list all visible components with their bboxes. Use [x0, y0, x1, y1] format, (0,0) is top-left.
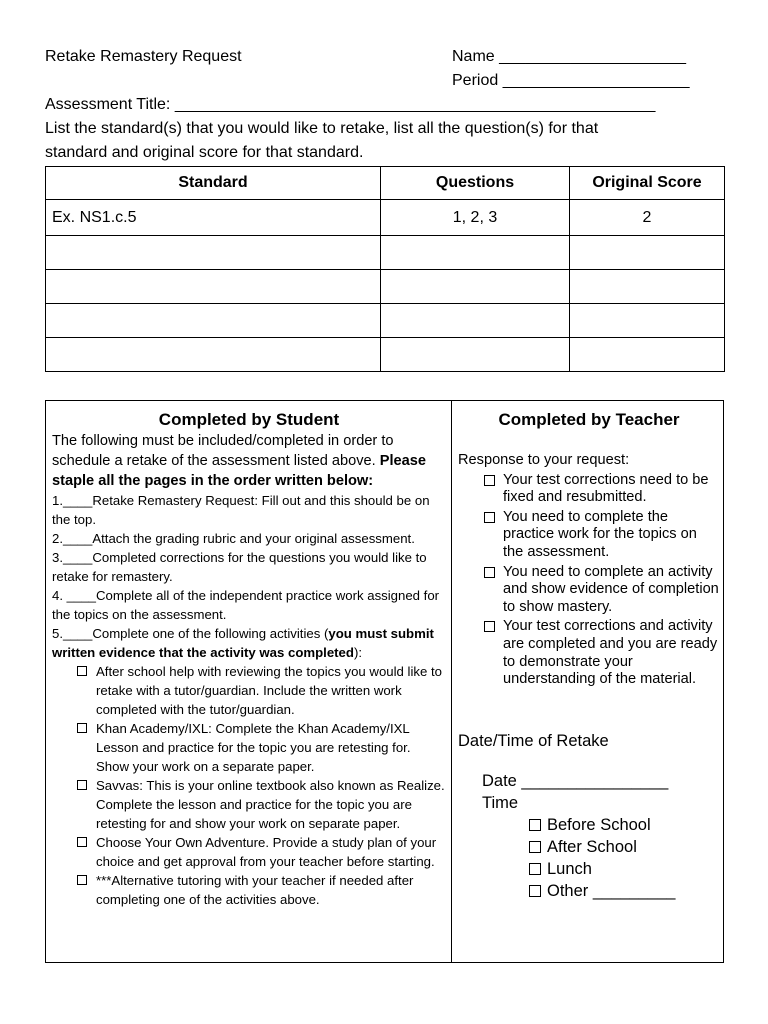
- step-5-suffix: ):: [353, 645, 362, 660]
- student-intro: [52, 431, 446, 491]
- checkbox-icon[interactable]: [77, 780, 87, 790]
- form-title: Retake Remastery Request: [45, 48, 242, 65]
- header-questions: Questions: [381, 167, 570, 200]
- activity-option-savvas[interactable]: [52, 776, 446, 833]
- option-text: Savvas: This is your online textbook also known as Realize. Complete the lesson and practice for the topic you are retesting for and show your work on separate paper.: [96, 778, 445, 831]
- column-divider: [451, 401, 452, 962]
- time-option-lunch[interactable]: [458, 858, 720, 880]
- period-field[interactable]: Period _____________________: [452, 72, 690, 89]
- standard-cell[interactable]: [46, 304, 381, 338]
- checkbox-icon[interactable]: [484, 475, 495, 486]
- time-label: Time: [482, 793, 519, 812]
- activity-option-tutor[interactable]: [52, 662, 446, 719]
- standard-cell[interactable]: [46, 236, 381, 270]
- checkbox-icon[interactable]: [77, 666, 87, 676]
- option-text: After School: [547, 837, 637, 856]
- checkbox-icon[interactable]: [529, 819, 541, 831]
- retake-heading: Date/Time of Retake: [458, 731, 609, 750]
- checkbox-icon[interactable]: [529, 841, 541, 853]
- option-text: Lunch: [547, 859, 592, 878]
- questions-cell[interactable]: [381, 236, 570, 270]
- table-row-example: [46, 200, 725, 236]
- checkbox-icon[interactable]: [529, 885, 541, 897]
- option-text: You need to complete the practice work for the topics on the assessment.: [503, 508, 697, 560]
- student-section: [52, 409, 446, 909]
- step-2: 2.____Attach the grading rubric and your original assessment.: [52, 531, 415, 546]
- activity-option-khan[interactable]: [52, 719, 446, 776]
- instructions-line-1: List the standard(s) that you would like to retake, list all the question(s) for that: [45, 120, 599, 137]
- header-original-score: Original Score: [570, 167, 725, 200]
- teacher-section: [458, 409, 720, 902]
- time-option-after-school[interactable]: [458, 836, 720, 858]
- score-cell[interactable]: [570, 338, 725, 372]
- response-option-ready[interactable]: [458, 618, 720, 688]
- response-label: Response to your request:: [458, 452, 630, 468]
- step-5: [52, 624, 446, 662]
- example-questions: 1, 2, 3: [381, 200, 570, 236]
- checkbox-icon[interactable]: [484, 621, 495, 632]
- activity-option-alternative[interactable]: [52, 871, 446, 909]
- checkbox-icon[interactable]: [484, 567, 495, 578]
- activity-option-adventure[interactable]: [52, 833, 446, 871]
- time-option-before-school[interactable]: [458, 814, 720, 836]
- checkbox-icon[interactable]: [77, 837, 87, 847]
- questions-cell[interactable]: [381, 338, 570, 372]
- option-text: Other _________: [547, 881, 676, 900]
- header-standard: Standard: [46, 167, 381, 200]
- checkbox-icon[interactable]: [484, 512, 495, 523]
- option-text: Choose Your Own Adventure. Provide a study plan of your choice and get approval from your teacher before starting.: [96, 835, 437, 869]
- option-text: ***Alternative tutoring with your teacher if needed after completing one of the activities above.: [96, 873, 414, 907]
- response-option-activity[interactable]: [458, 564, 720, 617]
- example-score: 2: [570, 200, 725, 236]
- time-option-other[interactable]: [458, 880, 720, 902]
- table-row: [46, 304, 725, 338]
- student-intro-text: The following must be included/completed in order to schedule a retake of the assessment listed above.: [52, 433, 394, 469]
- option-text: Your test corrections and activity are completed and you are ready to demonstrate your understanding of the material.: [503, 618, 718, 688]
- questions-cell[interactable]: [381, 270, 570, 304]
- checkbox-icon[interactable]: [529, 863, 541, 875]
- name-field[interactable]: Name _____________________: [452, 48, 686, 65]
- table-header-row: [46, 167, 725, 200]
- checkbox-icon[interactable]: [77, 875, 87, 885]
- standards-table: [45, 166, 725, 372]
- date-field[interactable]: Date ________________: [482, 771, 669, 790]
- assessment-title-field[interactable]: Assessment Title: ______________________________________________________: [45, 96, 656, 113]
- step-5-bold: you must submit written evidence that the activity was completed: [52, 626, 434, 660]
- student-heading: Completed by Student: [158, 410, 340, 429]
- option-text: Your test corrections need to be fixed and resubmitted.: [503, 471, 709, 506]
- table-row: [46, 338, 725, 372]
- step-5-prefix: 5.____Complete one of the following activities (: [52, 626, 329, 641]
- option-text: Khan Academy/IXL: Complete the Khan Academy/IXL Lesson and practice for the topic you are retesting for. Show your work on a separate paper.: [96, 721, 411, 774]
- option-text: Before School: [547, 815, 651, 834]
- completion-box: [45, 400, 724, 963]
- option-text: You need to complete an activity and show evidence of completion to show mastery.: [503, 563, 719, 615]
- step-3: 3.____Completed corrections for the questions you would like to retake for remastery.: [52, 550, 427, 584]
- score-cell[interactable]: [570, 304, 725, 338]
- score-cell[interactable]: [570, 236, 725, 270]
- student-intro-bold: Please staple all the pages in the order written below:: [52, 453, 427, 489]
- checkbox-icon[interactable]: [77, 723, 87, 733]
- score-cell[interactable]: [570, 270, 725, 304]
- table-row: [46, 270, 725, 304]
- step-1: 1.____Retake Remastery Request: Fill out and this should be on the top.: [52, 493, 430, 527]
- response-option-fix[interactable]: [458, 472, 720, 507]
- step-4: 4. ____Complete all of the independent practice work assigned for the topics on the assessment.: [52, 588, 440, 622]
- standard-cell[interactable]: [46, 270, 381, 304]
- teacher-heading: Completed by Teacher: [498, 410, 680, 429]
- option-text: After school help with reviewing the topics you would like to retake with a tutor/guardian. Include the written work completed with the tutor/guardian.: [96, 664, 442, 717]
- table-row: [46, 236, 725, 270]
- instructions-line-2: standard and original score for that standard.: [45, 144, 364, 161]
- response-option-practice[interactable]: [458, 509, 720, 562]
- standard-cell[interactable]: [46, 338, 381, 372]
- questions-cell[interactable]: [381, 304, 570, 338]
- example-standard: Ex. NS1.c.5: [46, 200, 381, 236]
